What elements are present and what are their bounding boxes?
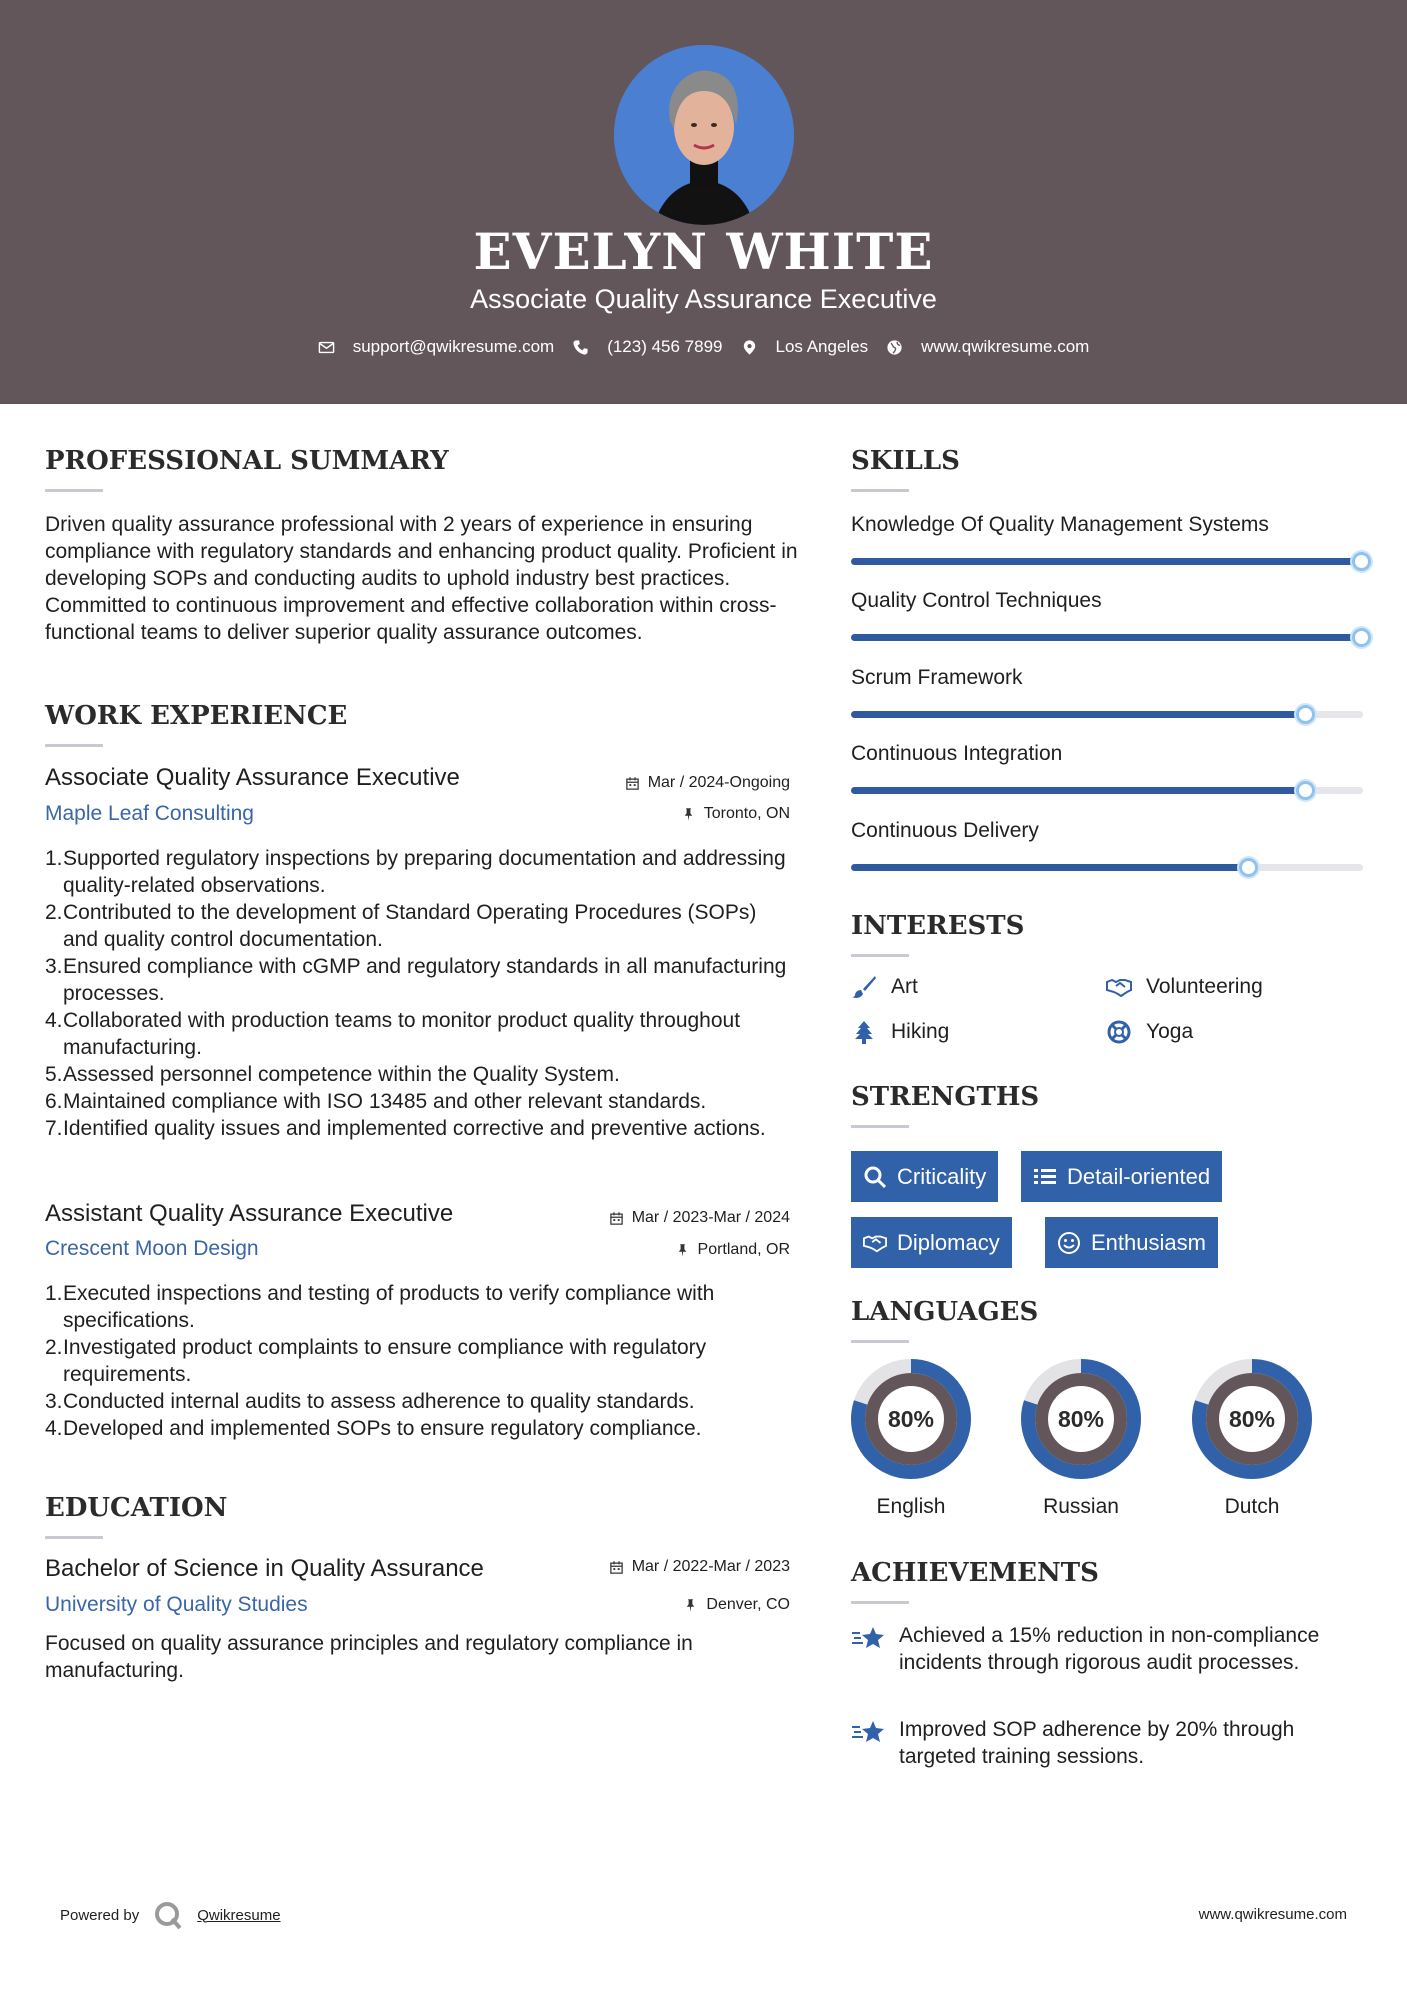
list-item: 3. Conducted internal audits to assess adherence to quality standards.	[45, 1390, 695, 1413]
job-2-dates-text: Mar / 2023-Mar / 2024	[631, 1209, 790, 1226]
job-1-title: Associate Quality Assurance Executive	[45, 764, 460, 791]
strength-label: Diplomacy	[897, 1229, 1000, 1255]
education-location	[683, 1596, 790, 1614]
candidate-title: Associate Quality Assurance Executive	[470, 284, 937, 314]
footer-powered-by-text: Powered by	[60, 1906, 140, 1924]
skill-label: Continuous Delivery	[851, 819, 1039, 842]
footer-powered-by	[60, 1900, 281, 1930]
interests-heading-rule	[851, 954, 909, 957]
language-english	[849, 1357, 973, 1519]
footer-website[interactable]: www.qwikresume.com	[1198, 1906, 1347, 1923]
list-item: 5. Assessed personnel competence within the Quality System.	[45, 1063, 620, 1086]
interest-hiking	[851, 1020, 949, 1044]
pushpin-icon	[675, 1243, 690, 1258]
achievement-item	[851, 1716, 1351, 1770]
interest-label: Art	[891, 975, 918, 998]
handshake-icon	[863, 1231, 887, 1255]
strengths-heading: STRENGTHS	[851, 1082, 1040, 1112]
education-heading-rule	[45, 1536, 103, 1539]
skills-heading: SKILLS	[851, 446, 960, 476]
contact-email[interactable]	[318, 337, 555, 357]
interest-art	[851, 975, 918, 999]
education-dates-text: Mar / 2022-Mar / 2023	[631, 1558, 790, 1575]
language-name: Dutch	[1224, 1495, 1280, 1518]
footer-brand-link[interactable]: Qwikresume	[197, 1906, 281, 1924]
contact-location	[741, 337, 869, 357]
calendar-icon	[625, 776, 640, 791]
language-percent: 80%	[1057, 1406, 1105, 1432]
skills-heading-rule	[851, 489, 909, 492]
strength-tag-criticality	[851, 1151, 998, 1202]
contact-website-text: www.qwikresume.com	[921, 337, 1090, 356]
strength-label: Enthusiasm	[1091, 1229, 1206, 1255]
lifebuoy-icon	[1106, 1020, 1132, 1044]
contact-phone[interactable]	[572, 337, 722, 357]
job-1-company[interactable]: Maple Leaf Consulting	[45, 802, 254, 825]
job-2-title: Assistant Quality Assurance Executive	[45, 1200, 454, 1227]
skill-bar	[851, 864, 1363, 871]
skill-bar-handle	[1296, 781, 1315, 800]
language-name: English	[876, 1495, 946, 1518]
list-item: 1. Supported regulatory inspections by preparing documentation and addressing quality-related observations.	[45, 847, 786, 897]
skill-label: Continuous Integration	[851, 742, 1063, 765]
list-item: 2. Contributed to the development of Standard Operating Procedures (SOPs) and quality control documentation.	[45, 901, 757, 951]
skill-bar-handle	[1352, 628, 1371, 647]
job-2-location	[675, 1241, 790, 1259]
candidate-name: EVELYN WHITE	[473, 222, 934, 281]
interests-heading: INTERESTS	[851, 911, 1025, 941]
contact-bar	[0, 337, 1407, 357]
skill-label: Quality Control Techniques	[851, 589, 1102, 612]
phone-icon	[572, 339, 589, 356]
achievement-text: Achieved a 15% reduction in non-compliance incidents through rigorous audit processes.	[899, 1624, 1320, 1674]
job-2-location-text: Portland, OR	[697, 1241, 790, 1258]
achievements-heading: ACHIEVEMENTS	[851, 1558, 1099, 1588]
resume-header	[0, 0, 1407, 404]
profile-photo-illustration	[614, 45, 794, 225]
calendar-icon	[609, 1211, 624, 1226]
envelope-icon	[318, 339, 335, 356]
education-location-text: Denver, CO	[706, 1596, 790, 1613]
list-item: 7. Identified quality issues and implemented corrective and preventive actions.	[45, 1117, 766, 1140]
interest-label: Volunteering	[1146, 975, 1263, 998]
job-1-location-text: Toronto, ON	[703, 805, 790, 822]
skill-bar-fill	[851, 787, 1307, 794]
strengths-heading-rule	[851, 1125, 909, 1128]
skill-bar	[851, 711, 1363, 718]
language-ring	[1019, 1357, 1143, 1481]
handshake-icon	[1106, 975, 1132, 999]
calendar-icon	[609, 1560, 624, 1575]
strength-tag-diplomacy	[851, 1217, 1012, 1268]
shooting-star-icon	[851, 1718, 885, 1746]
list-item: 4. Developed and implemented SOPs to ensure regulatory compliance.	[45, 1417, 702, 1440]
achievement-item	[851, 1622, 1351, 1676]
language-name: Russian	[1043, 1495, 1119, 1518]
language-ring	[1190, 1357, 1314, 1481]
job-2-dates	[609, 1209, 790, 1227]
skill-bar	[851, 634, 1363, 641]
education-dates	[609, 1558, 790, 1576]
skill-bar	[851, 787, 1363, 794]
contact-email-text: support@qwikresume.com	[352, 337, 555, 356]
pushpin-icon	[683, 1598, 698, 1613]
education-school[interactable]: University of Quality Studies	[45, 1593, 308, 1616]
list-item: 3. Ensured compliance with cGMP and regulatory standards in all manufacturing processes.	[45, 955, 787, 1005]
job-2-responsibilities	[45, 1280, 790, 1442]
job-1-dates-text: Mar / 2024-Ongoing	[647, 774, 790, 791]
list-item: 1. Executed inspections and testing of products to verify compliance with specifications.	[45, 1282, 715, 1332]
education-heading: EDUCATION	[45, 1493, 228, 1523]
pushpin-icon	[681, 807, 696, 822]
achievements-heading-rule	[851, 1601, 909, 1604]
skill-bar-handle	[1352, 552, 1371, 571]
skill-bar	[851, 558, 1363, 565]
job-2-company[interactable]: Crescent Moon Design	[45, 1237, 259, 1260]
paintbrush-icon	[851, 975, 877, 999]
strength-label: Criticality	[897, 1163, 987, 1189]
summary-heading: PROFESSIONAL SUMMARY	[45, 446, 449, 476]
experience-heading: WORK EXPERIENCE	[45, 701, 348, 731]
skill-bar-fill	[851, 864, 1250, 871]
skill-bar-fill	[851, 558, 1363, 565]
skill-bar-handle	[1239, 858, 1258, 877]
job-1-responsibilities	[45, 845, 790, 1142]
tree-icon	[851, 1020, 877, 1044]
skill-label: Scrum Framework	[851, 666, 1023, 689]
summary-heading-rule	[45, 489, 103, 492]
strength-tag-enthusiasm	[1045, 1217, 1218, 1268]
achievement-text: Improved SOP adherence by 20% through targeted training sessions.	[899, 1718, 1295, 1768]
list-item: 4. Collaborated with production teams to monitor product quality throughout manufacturing.	[45, 1009, 741, 1059]
search-icon	[863, 1165, 887, 1189]
skill-bar-handle	[1296, 705, 1315, 724]
summary-text: Driven quality assurance professional with 2 years of experience in ensuring compliance with regulatory standards and enhancing product quality. Proficient in developing SOPs and conducting audits to uphold industry best practices. Committed to continuous improvement and effective collaboration within cross-functional teams to deliver superior quality assurance outcomes.	[45, 513, 798, 644]
contact-phone-text: (123) 456 7899	[607, 337, 723, 356]
smile-icon	[1057, 1231, 1081, 1255]
qwikresume-logo-icon	[153, 1900, 183, 1930]
job-1-dates	[625, 774, 790, 792]
list-item: 2. Investigated product complaints to ensure compliance with regulatory requirements.	[45, 1336, 707, 1386]
experience-heading-rule	[45, 744, 103, 747]
list-item: 6. Maintained compliance with ISO 13485 and other relevant standards.	[45, 1090, 707, 1113]
strength-label: Detail-oriented	[1067, 1163, 1211, 1189]
languages-heading: LANGUAGES	[851, 1297, 1039, 1327]
skill-bar-fill	[851, 634, 1363, 641]
contact-website[interactable]	[886, 337, 1089, 357]
language-percent: 80%	[1228, 1406, 1276, 1432]
globe-icon	[886, 339, 903, 356]
interest-label: Yoga	[1146, 1020, 1194, 1043]
job-1-location	[681, 805, 790, 823]
skill-label: Knowledge Of Quality Management Systems	[851, 513, 1269, 536]
contact-location-text: Los Angeles	[775, 337, 869, 356]
language-ring	[849, 1357, 973, 1481]
skill-bar-fill	[851, 711, 1307, 718]
interest-volunteering	[1106, 975, 1263, 999]
interest-label: Hiking	[891, 1020, 950, 1043]
language-russian	[1019, 1357, 1143, 1519]
languages-heading-rule	[851, 1340, 909, 1343]
language-percent: 80%	[887, 1406, 935, 1432]
language-dutch	[1190, 1357, 1314, 1519]
shooting-star-icon	[851, 1624, 885, 1652]
list-icon	[1033, 1165, 1057, 1189]
education-degree: Bachelor of Science in Quality Assurance	[45, 1555, 484, 1582]
interest-yoga	[1106, 1020, 1193, 1044]
strength-tag-detail-oriented	[1021, 1151, 1222, 1202]
map-pin-icon	[741, 339, 758, 356]
profile-photo	[614, 45, 794, 225]
education-description: Focused on quality assurance principles and regulatory compliance in manufacturing.	[45, 1632, 693, 1682]
